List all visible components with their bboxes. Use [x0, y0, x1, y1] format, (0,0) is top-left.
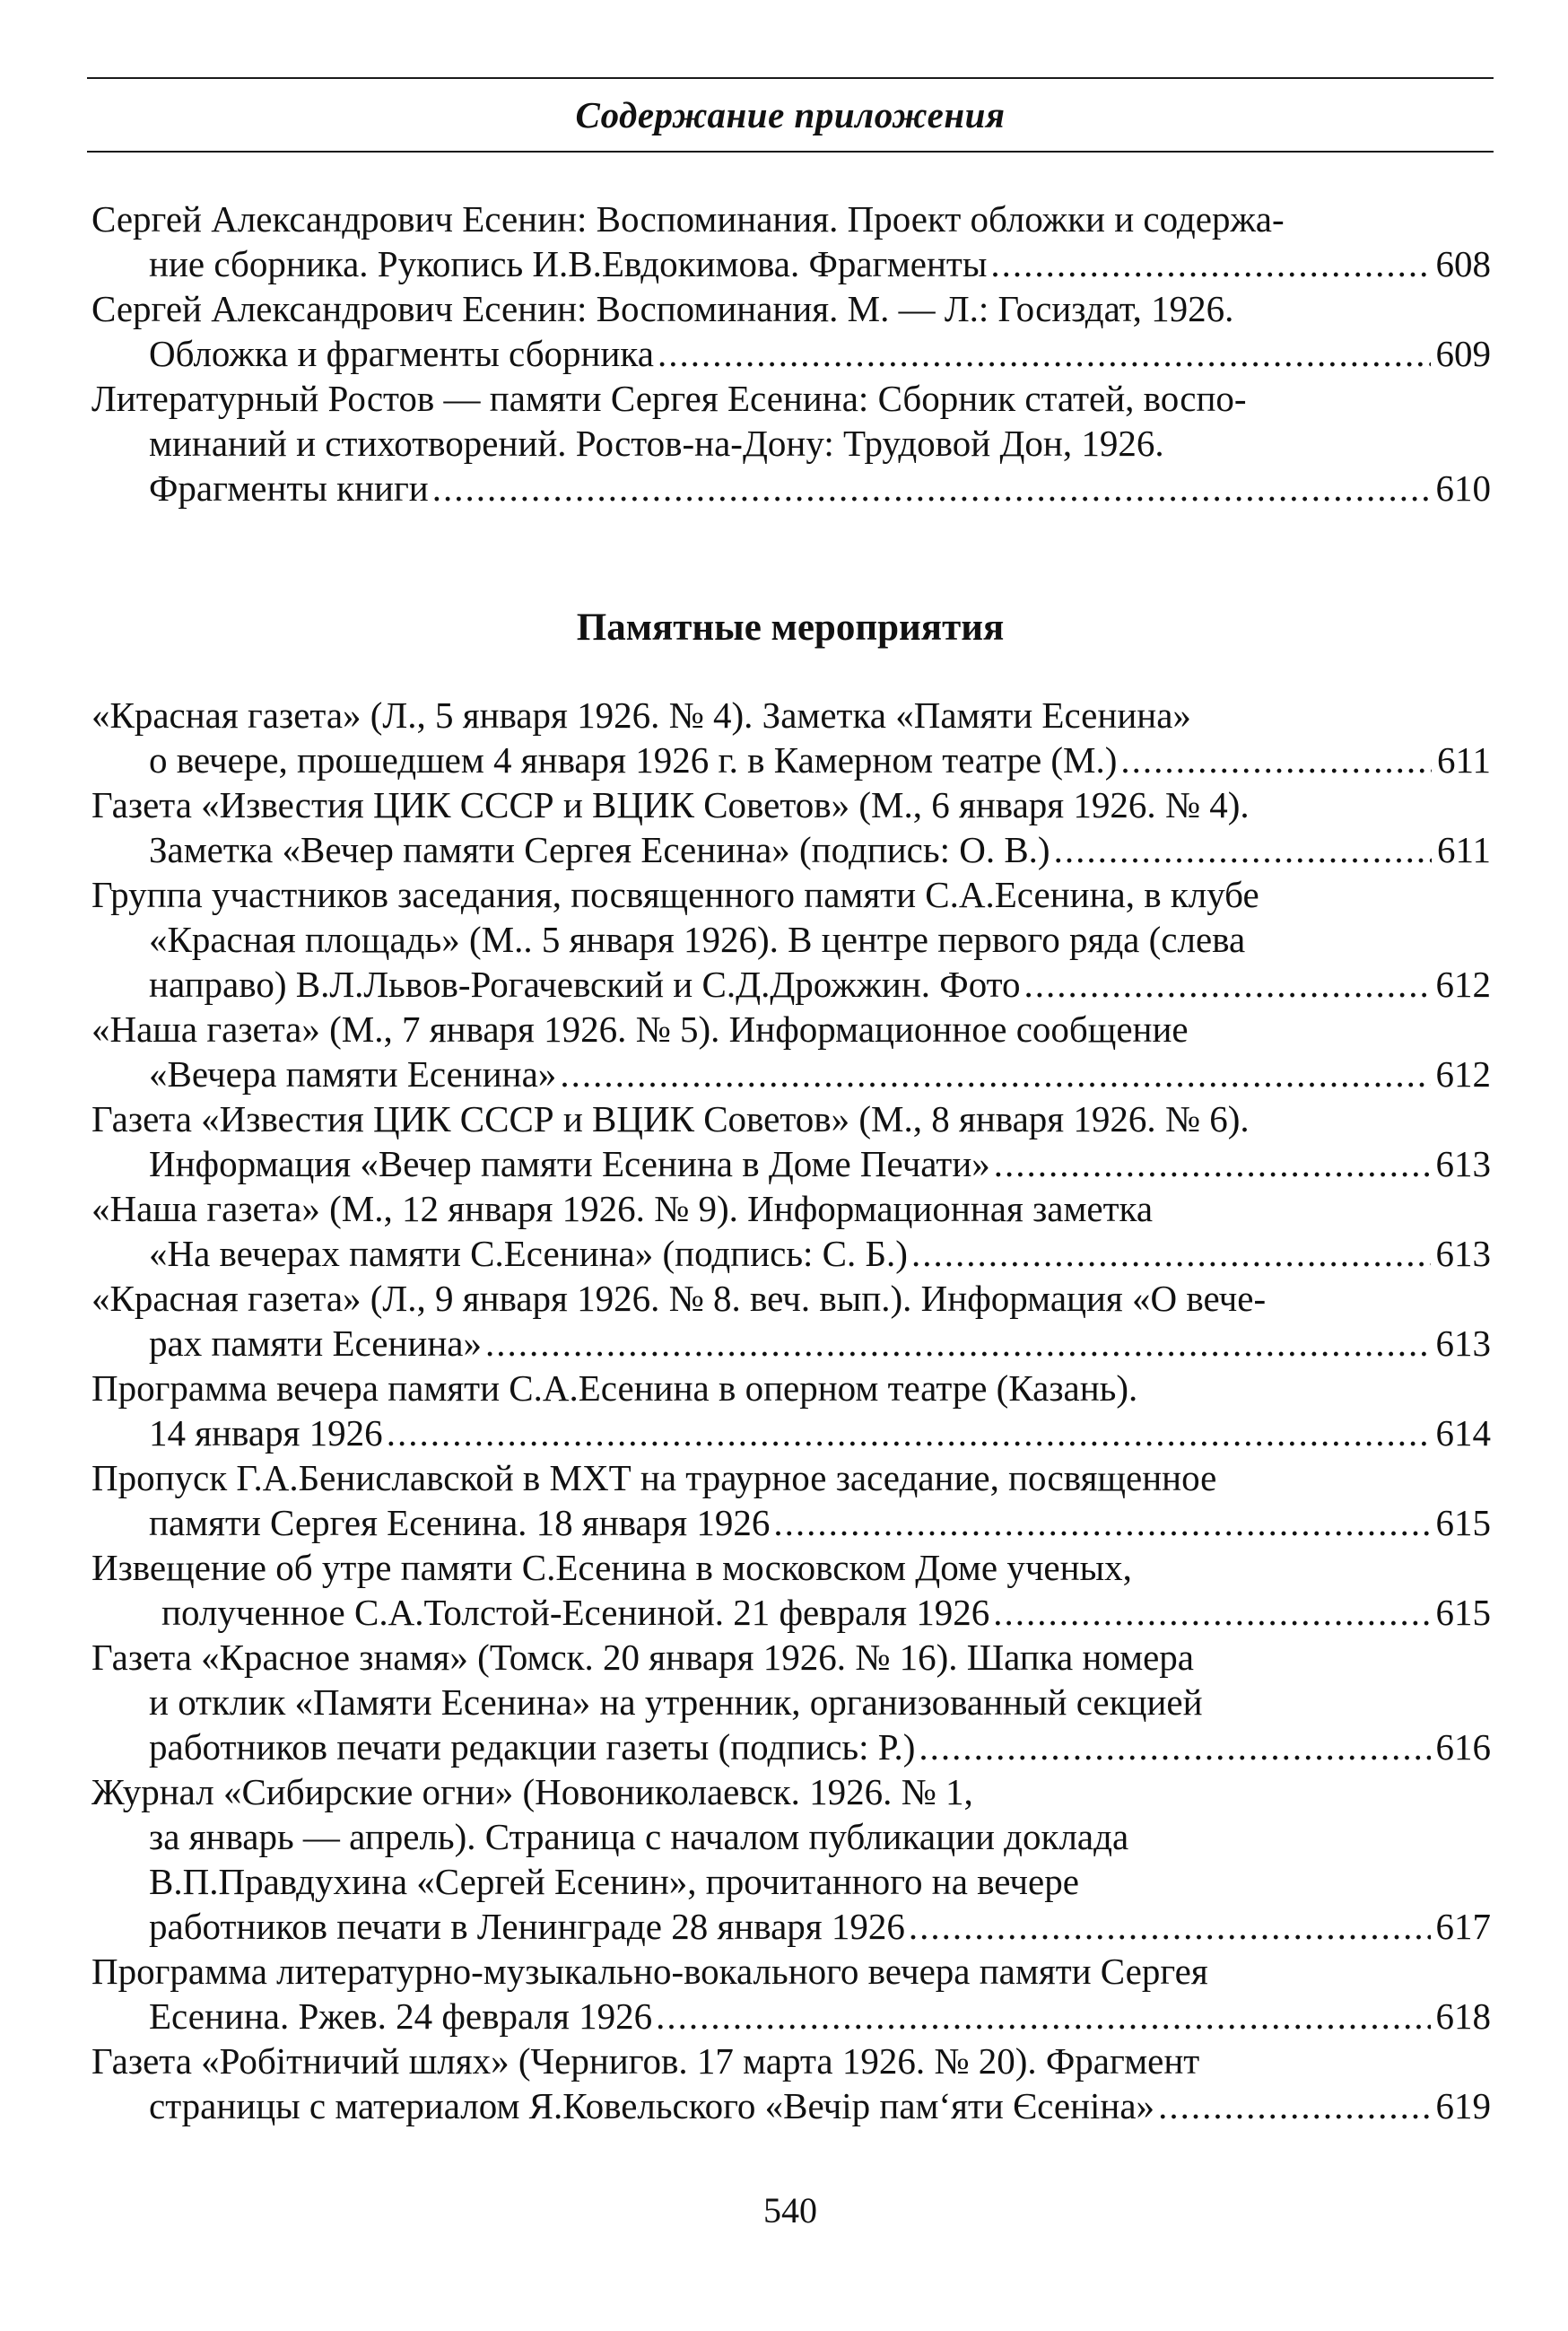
toc-entry	[91, 1276, 1491, 1366]
toc-entry-line: Извещение об утре памяти С.Есенина в московском Доме ученых,	[91, 1547, 1132, 1588]
toc-entry-line: Газета «Известия ЦИК СССР и ВЦИК Советов» (М., 8 января 1926. № 6).	[91, 1098, 1250, 1139]
toc-entry	[91, 693, 1491, 782]
toc-page-number: 617	[1435, 1906, 1491, 1947]
header-rule-bottom	[87, 151, 1494, 153]
toc-entry-last-line	[91, 1500, 1491, 1545]
toc-entry-line: В.П.Правдухина «Сергей Есенин», прочитанного на вечере	[149, 1861, 1079, 1902]
toc-entry-line: за январь — апрель). Страница с началом публикации доклада	[149, 1816, 1129, 1857]
toc-entry-text: рах памяти Есенина»	[149, 1323, 482, 1364]
toc-entry-text: памяти Сергея Есенина. 18 января 1926	[149, 1502, 771, 1543]
toc-leader-dots	[911, 1231, 1431, 1276]
toc-entry	[91, 872, 1491, 1007]
toc-entry-last-line	[91, 331, 1491, 376]
toc-page-number: 613	[1435, 1233, 1491, 1274]
toc-entry-line: «Наша газета» (М., 7 января 1926. № 5). Информационное сообщение	[91, 1008, 1189, 1050]
toc-entry-text: Обложка и фрагменты сборника	[149, 333, 654, 374]
toc-entry-last-line	[91, 1321, 1491, 1366]
toc-entry-line: «Красная газета» (Л., 9 января 1926. № 8. веч. вып.). Информация «О вече-	[91, 1278, 1267, 1319]
toc-leader-dots	[658, 331, 1431, 376]
toc-entry	[91, 1635, 1491, 1769]
toc-entry-last-line	[91, 1724, 1491, 1769]
toc-page-number: 612	[1435, 964, 1491, 1005]
toc-leader-dots	[656, 1994, 1430, 2039]
toc-page-number: 608	[1435, 243, 1491, 284]
toc-page-number: 611	[1437, 739, 1491, 781]
toc-leader-dots	[485, 1321, 1431, 1366]
toc-page-number: 612	[1435, 1053, 1491, 1095]
toc-page-number: 616	[1435, 1726, 1491, 1768]
toc-page-number: 615	[1435, 1502, 1491, 1543]
toc-entry-text: Фрагменты книги	[149, 467, 429, 509]
toc-entry	[91, 1096, 1491, 1186]
toc-entry-line: «Наша газета» (М., 12 января 1926. № 9). Информационная заметка	[91, 1188, 1154, 1229]
toc-entry-line: Группа участников заседания, посвященного памяти С.А.Есенина, в клубе	[91, 874, 1259, 915]
toc-leader-dots	[919, 1724, 1430, 1769]
toc-entry	[91, 2039, 1491, 2128]
toc-leader-dots	[1054, 827, 1432, 872]
toc-entry-line: Программа вечера памяти С.А.Есенина в оперном театре (Казань).	[91, 1367, 1138, 1409]
toc-entry-last-line	[91, 827, 1491, 872]
toc-entry	[91, 1366, 1491, 1455]
toc-entry-text: полученное С.А.Толстой-Есениной. 21 февраля 1926	[161, 1592, 990, 1633]
toc-entry	[91, 1007, 1491, 1096]
toc-page-number: 615	[1435, 1592, 1491, 1633]
toc-entry-text: «На вечерах памяти С.Есенина» (подпись: С. Б.)	[149, 1233, 908, 1274]
toc-entry-line: Сергей Александрович Есенин: Воспоминания. Проект обложки и содержа-	[91, 198, 1285, 240]
toc-leader-dots	[1158, 2083, 1430, 2128]
toc-page-number: 613	[1435, 1143, 1491, 1184]
toc-section-2	[91, 693, 1491, 2128]
toc-entry-last-line	[91, 1410, 1491, 1455]
toc-entry-text: работников печати редакции газеты (подпись: Р.)	[149, 1726, 916, 1768]
toc-leader-dots	[773, 1500, 1430, 1545]
toc-entry-last-line	[91, 1141, 1491, 1186]
toc-entry-line: Газета «Известия ЦИК СССР и ВЦИК Советов» (М., 6 января 1926. № 4).	[91, 784, 1250, 825]
header-title: Содержание приложения	[575, 94, 1006, 135]
toc-entry-line: Газета «Красное знамя» (Томск. 20 января 1926. № 16). Шапка номера	[91, 1637, 1194, 1678]
toc-entry-last-line	[91, 1994, 1491, 2039]
toc-page-number: 610	[1435, 467, 1491, 509]
toc-entry	[91, 1769, 1491, 1949]
toc-entry-line: Сергей Александрович Есенин: Воспоминания. М. — Л.: Госиздат, 1926.	[91, 288, 1234, 329]
toc-entry-text: Заметка «Вечер памяти Сергея Есенина» (подпись: О. В.)	[149, 829, 1050, 870]
toc-entry-last-line	[91, 1904, 1491, 1949]
toc-entry-last-line	[91, 738, 1491, 782]
toc-leader-dots	[432, 466, 1431, 511]
toc-leader-dots	[560, 1052, 1430, 1096]
toc-entry-line: Пропуск Г.А.Бениславской в МХТ на траурное заседание, посвященное	[91, 1457, 1217, 1498]
toc-page-number: 614	[1435, 1412, 1491, 1454]
toc-entry-text: ние сборника. Рукопись И.В.Евдокимова. Фрагменты	[149, 243, 988, 284]
toc-leader-dots	[990, 241, 1430, 286]
toc-entry-text: Информация «Вечер памяти Есенина в Доме Печати»	[149, 1143, 990, 1184]
toc-entry-text: 14 января 1926	[149, 1412, 383, 1454]
toc-leader-dots	[909, 1904, 1431, 1949]
toc-entry	[91, 1545, 1491, 1635]
toc-entry	[91, 1949, 1491, 2039]
toc-entry	[91, 376, 1491, 511]
toc-entry-text: страницы с материалом Я.Ковельского «Вечір пам‘яти Єсеніна»	[149, 2085, 1155, 2126]
toc-entry	[91, 1186, 1491, 1276]
toc-entry-line: Литературный Ростов — памяти Сергея Есенина: Сборник статей, воспо-	[91, 378, 1247, 419]
header-rule-top	[87, 77, 1494, 79]
toc-entry	[91, 196, 1491, 286]
toc-entry-text: направо) В.Л.Львов-Рогачевский и С.Д.Дрожжин. Фото	[149, 964, 1021, 1005]
toc-entry-line: Газета «Робітничий шлях» (Чернигов. 17 марта 1926. № 20). Фрагмент	[91, 2040, 1200, 2082]
toc-page-number: 611	[1437, 829, 1491, 870]
toc-page-number: 618	[1435, 1995, 1491, 2037]
section-title: Памятные мероприятия	[576, 607, 1005, 649]
toc-page-number: 619	[1435, 2085, 1491, 2126]
toc-leader-dots	[387, 1410, 1431, 1455]
page-number: 540	[763, 2190, 817, 2231]
toc-entry	[91, 782, 1491, 872]
toc-section-1	[91, 196, 1491, 511]
toc-entry-line: минаний и стихотворений. Ростов-на-Дону: Трудовой Дон, 1926.	[149, 423, 1164, 464]
toc-page-number: 609	[1435, 333, 1491, 374]
toc-entry	[91, 286, 1491, 376]
toc-entry-line: Журнал «Сибирские огни» (Новониколаевск. 1926. № 1,	[91, 1771, 973, 1812]
toc-entry-text: о вечере, прошедшем 4 января 1926 г. в Камерном театре (М.)	[149, 739, 1118, 781]
toc-entry-text: Есенина. Ржев. 24 февраля 1926	[149, 1995, 653, 2037]
toc-entry	[91, 1455, 1491, 1545]
toc-entry-line: «Красная площадь» (М.. 5 января 1926). В центре первого ряда (слева	[149, 919, 1246, 960]
toc-entry-text: «Вечера памяти Есенина»	[149, 1053, 557, 1095]
toc-entry-last-line	[91, 2083, 1491, 2128]
toc-leader-dots	[993, 1590, 1430, 1635]
toc-leader-dots	[994, 1141, 1431, 1186]
toc-entry-last-line	[91, 1590, 1491, 1635]
toc-entry-line: Программа литературно-музыкально-вокального вечера памяти Сергея	[91, 1951, 1208, 1992]
toc-entry-last-line	[91, 1231, 1491, 1276]
toc-entry-text: работников печати в Ленинграде 28 января 1926	[149, 1906, 905, 1947]
toc-entry-line: «Красная газета» (Л., 5 января 1926. № 4). Заметка «Памяти Есенина»	[91, 694, 1191, 736]
toc-entry-last-line	[91, 466, 1491, 511]
toc-leader-dots	[1024, 962, 1431, 1007]
toc-page-number: 613	[1435, 1323, 1491, 1364]
toc-entry-last-line	[91, 1052, 1491, 1096]
toc-entry-last-line	[91, 241, 1491, 286]
toc-leader-dots	[1120, 738, 1432, 782]
toc-entry-last-line	[91, 962, 1491, 1007]
toc-entry-line: и отклик «Памяти Есенина» на утренник, организованный секцией	[149, 1681, 1203, 1723]
